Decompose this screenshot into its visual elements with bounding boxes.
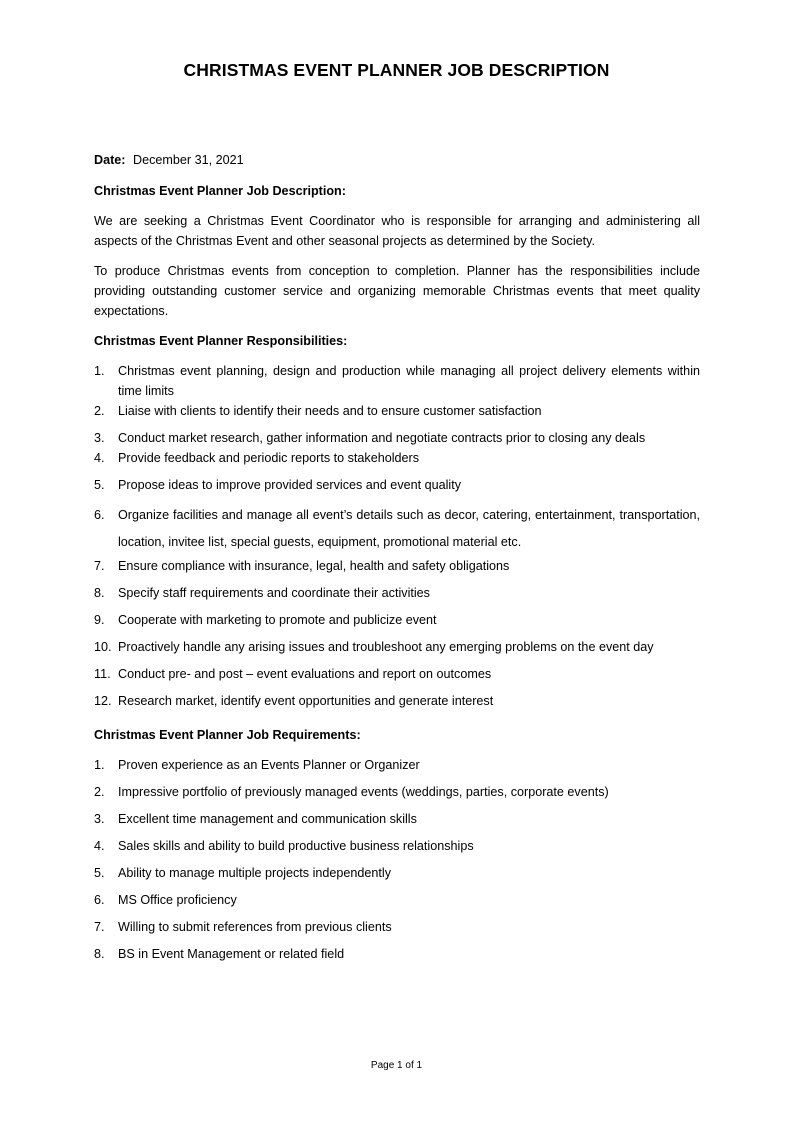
list-item-number: 3. bbox=[94, 812, 105, 826]
list-item bbox=[94, 782, 700, 802]
list-item-text: Christmas event planning, design and production while managing all project delivery elements within time limits bbox=[118, 364, 700, 398]
list-item bbox=[94, 809, 700, 829]
list-item-text: Cooperate with marketing to promote and publicize event bbox=[118, 613, 437, 627]
list-item-text: Research market, identify event opportunities and generate interest bbox=[118, 694, 494, 708]
list-item-number: 5. bbox=[94, 866, 105, 880]
list-item-number: 4. bbox=[94, 839, 105, 853]
list-item-number: 7. bbox=[94, 920, 105, 934]
list-item-text: Liaise with clients to identify their needs and to ensure customer satisfaction bbox=[118, 404, 542, 418]
list-item-text: Impressive portfolio of previously managed events (weddings, parties, corporate events) bbox=[118, 785, 609, 799]
list-item-number: 8. bbox=[94, 947, 105, 961]
list-item bbox=[94, 664, 700, 684]
list-item-text: Sales skills and ability to build productive business relationships bbox=[118, 839, 474, 853]
list-item bbox=[94, 863, 700, 883]
date-value: December 31, 2021 bbox=[133, 153, 244, 167]
list-item-text: Excellent time management and communication skills bbox=[118, 812, 417, 826]
list-item-number: 10. bbox=[94, 640, 112, 654]
list-item-number: 12. bbox=[94, 694, 112, 708]
list-item-text: Specify staff requirements and coordinate their activities bbox=[118, 586, 430, 600]
list-item-text: Conduct market research, gather information and negotiate contracts prior to closing any deals bbox=[118, 431, 646, 445]
document-title: CHRISTMAS EVENT PLANNER JOB DESCRIPTION bbox=[183, 60, 610, 80]
list-item-number: 8. bbox=[94, 586, 105, 600]
requirements-heading: Christmas Event Planner Job Requirements: bbox=[94, 728, 361, 742]
responsibilities-list bbox=[94, 361, 700, 711]
list-item bbox=[94, 502, 700, 556]
list-item-number: 6. bbox=[94, 508, 105, 522]
date-line bbox=[94, 150, 700, 170]
list-item bbox=[94, 475, 700, 495]
list-item-number: 3. bbox=[94, 431, 105, 445]
list-item-text: Proven experience as an Events Planner or Organizer bbox=[118, 758, 420, 772]
list-item-number: 11. bbox=[94, 667, 111, 681]
page-footer: Page 1 of 1 bbox=[370, 1060, 423, 1071]
list-item-text: MS Office proficiency bbox=[118, 893, 237, 907]
list-item-number: 5. bbox=[94, 478, 105, 492]
list-item bbox=[94, 583, 700, 603]
description-heading: Christmas Event Planner Job Description: bbox=[94, 184, 346, 198]
list-item-number: 7. bbox=[94, 559, 105, 573]
list-item-text: Organize facilities and manage all event’s details such as decor, catering, entertainment, transportation, location, invitee list, special guests, equipment, promotional material etc. bbox=[118, 508, 700, 549]
list-item-text: Propose ideas to improve provided services and event quality bbox=[118, 478, 462, 492]
list-item bbox=[94, 890, 700, 910]
list-item bbox=[94, 944, 700, 964]
list-item bbox=[94, 361, 700, 401]
list-item bbox=[94, 917, 700, 937]
date-label: Date: bbox=[94, 153, 126, 167]
list-item-text: Ensure compliance with insurance, legal, health and safety obligations bbox=[118, 559, 510, 573]
list-item-number: 1. bbox=[94, 364, 105, 378]
list-item bbox=[94, 401, 700, 421]
list-item bbox=[94, 610, 700, 630]
list-item-number: 2. bbox=[94, 404, 105, 418]
list-item bbox=[94, 691, 700, 711]
list-item bbox=[94, 428, 700, 448]
list-item bbox=[94, 556, 700, 576]
responsibilities-heading: Christmas Event Planner Responsibilities: bbox=[94, 334, 348, 348]
list-item-text: BS in Event Management or related field bbox=[118, 947, 345, 961]
list-item bbox=[94, 755, 700, 775]
document-body bbox=[94, 150, 700, 971]
description-paragraph: To produce Christmas events from conception to completion. Planner has the responsibilities include providing outstanding customer service and organizing memorable Christmas events that meet quality expectations. bbox=[94, 264, 700, 318]
list-item-number: 1. bbox=[94, 758, 105, 772]
list-item-text: Ability to manage multiple projects independently bbox=[118, 866, 392, 880]
list-item bbox=[94, 637, 700, 657]
list-item bbox=[94, 836, 700, 856]
description-paragraph: We are seeking a Christmas Event Coordinator who is responsible for arranging and administering all aspects of the Christmas Event and other seasonal projects as determined by the Society. bbox=[94, 214, 700, 248]
list-item-text: Willing to submit references from previous clients bbox=[118, 920, 392, 934]
list-item bbox=[94, 448, 700, 468]
list-item-number: 6. bbox=[94, 893, 105, 907]
requirements-list bbox=[94, 755, 700, 964]
list-item-number: 9. bbox=[94, 613, 105, 627]
list-item-text: Proactively handle any arising issues and troubleshoot any emerging problems on the event day bbox=[118, 640, 654, 654]
list-item-text: Conduct pre- and post – event evaluations and report on outcomes bbox=[118, 667, 492, 681]
list-item-number: 2. bbox=[94, 785, 105, 799]
list-item-number: 4. bbox=[94, 451, 105, 465]
list-item-text: Provide feedback and periodic reports to stakeholders bbox=[118, 451, 420, 465]
